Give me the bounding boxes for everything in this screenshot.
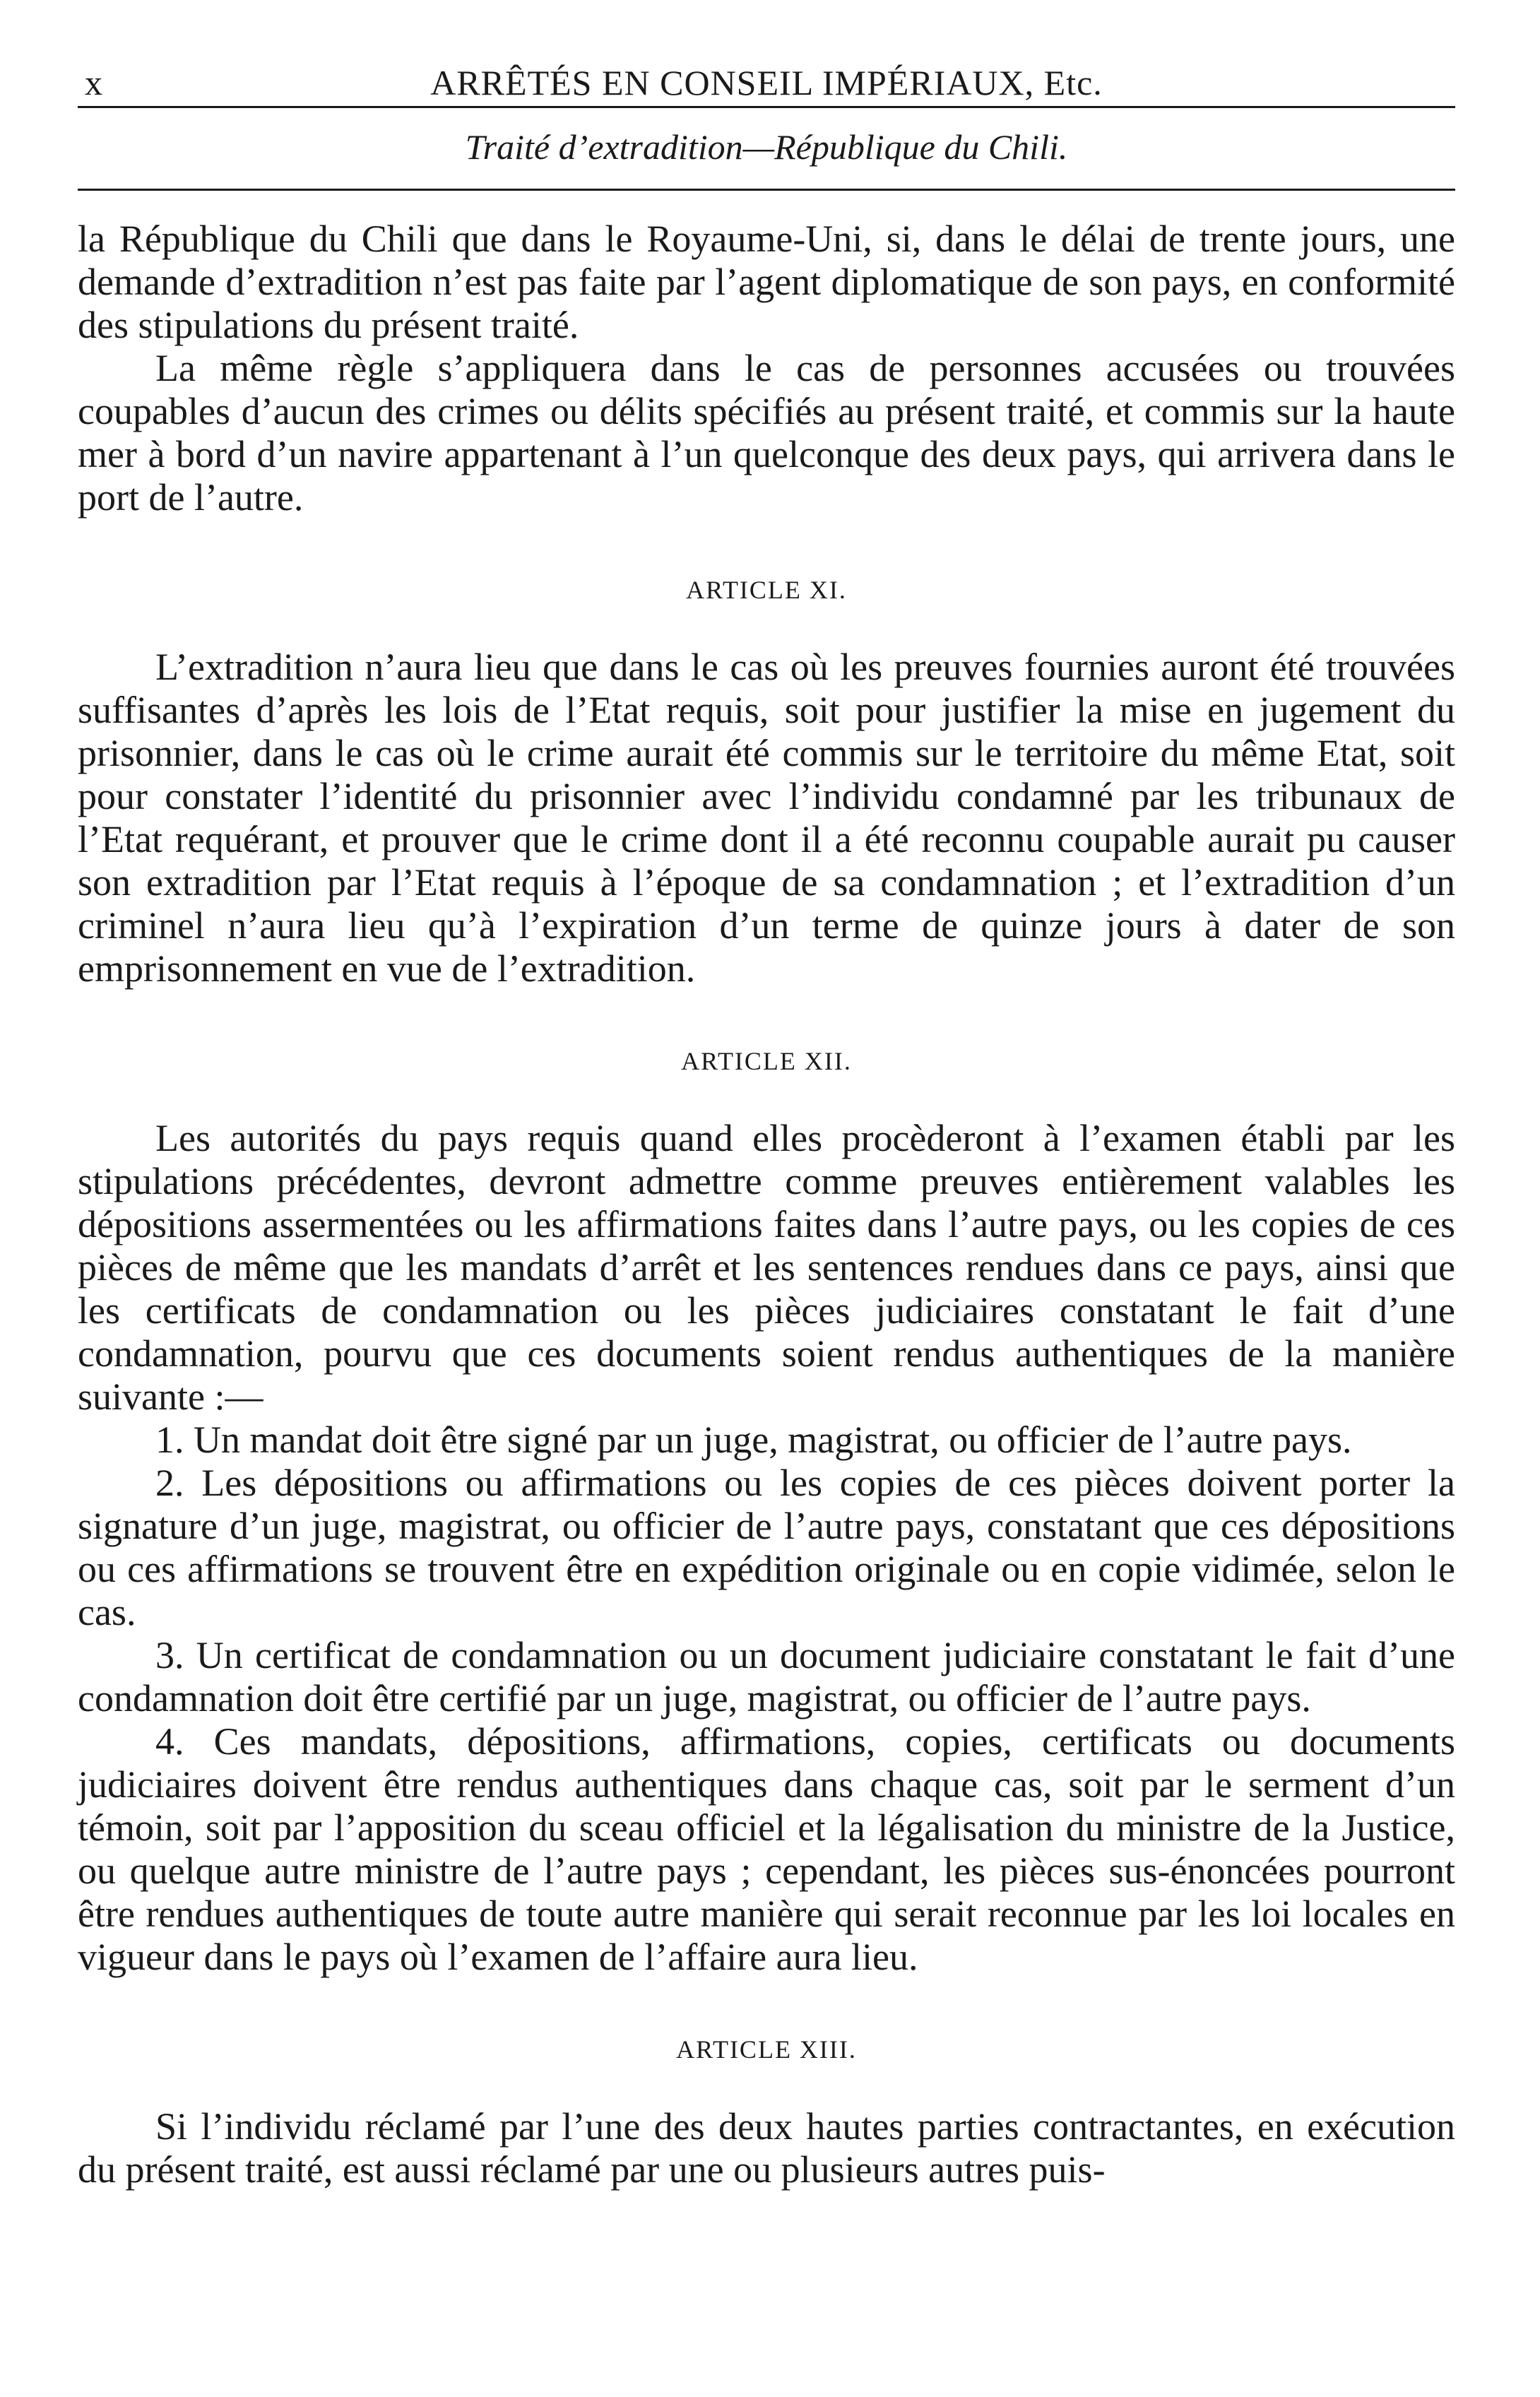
section-subtitle: Traité d’extradition—République du Chili. (465, 127, 1068, 167)
paragraph: Les autorités du pays requis quand elles procèderont à l’examen établi par les stipulations précédentes, devront admettre comme preuves entièrement valables les dépositions assermentées ou les affirmations faites dans l’autre pays, ou les copies de ces pièces de même que les mandats d’arrêt et les sentences rendues dans ce pays, ainsi que les certificats de condamnation ou les pièces judiciaires constatant le fait d’une condamnation, pourvu que ces documents soient rendus authentiques de la manière suivante :— (78, 1117, 1455, 1418)
list-item: 3. Un certificat de condamnation ou un document judiciaire constatant le fait d’une condamnation doit être certifié par un juge, magistrat, ou officier de l’autre pays. (78, 1634, 1455, 1720)
page (78, 49, 1455, 2191)
page-number: x (85, 63, 103, 102)
list-item: 4. Ces mandats, dépositions, affirmations, copies, certificats ou documents judiciaires doivent être rendus authentiques dans chaque cas, soit par le serment d’un témoin, soit par l’apposition du sceau officiel et la légalisation du ministre de la Justice, ou quelque autre ministre de l’autre pays ; cependant, les pièces sus-énoncées pourront être rendues authentiques de toute autre manière qui serait reconnue par les loi locales en vigueur dans le pays où l’examen de l’affaire aura lieu. (78, 1720, 1455, 1978)
body-text (78, 218, 1455, 2191)
paragraph: Si l’individu réclamé par l’une des deux hautes parties contractantes, en exécution du présent traité, est aussi réclamé par une ou plusieurs autres puis- (78, 2105, 1455, 2191)
list-item: 1. Un mandat doit être signé par un juge, magistrat, ou officier de l’autre pays. (155, 1419, 1352, 1461)
paragraph: La même règle s’appliquera dans le cas de personnes accusées ou trouvées coupables d’aucun des crimes ou délits spécifiés au présent traité, et commis sur la haute mer à bord d’un navire appartenant à l’un quelconque des deux pays, qui arrivera dans le port de l’autre. (78, 347, 1455, 519)
running-head (78, 49, 1455, 106)
running-title: ARRÊTÉS EN CONSEIL IMPÉRIAUX, Etc. (430, 63, 1103, 102)
article-heading: ARTICLE XI. (686, 576, 847, 604)
header-rule (78, 106, 1455, 108)
article-heading: ARTICLE XIII. (676, 2035, 857, 2064)
article-heading: ARTICLE XII. (681, 1047, 852, 1075)
subtitle-rule (78, 189, 1455, 191)
paragraph: la République du Chili que dans le Royaume-Uni, si, dans le délai de trente jours, une demande d’extradition n’est pas faite par l’agent diplomatique de son pays, en conformité des stipulations du présent traité. (78, 218, 1455, 346)
paragraph: L’extradition n’aura lieu que dans le cas où les preuves fournies auront été trouvées suffisantes d’après les lois de l’Etat requis, soit pour justifier la mise en jugement du prisonnier, dans le cas où le crime aurait été commis sur le territoire du même Etat, soit pour constater l’identité du prisonnier avec l’individu condamné par les tribunaux de l’Etat requérant, et prouver que le crime dont il a été reconnu coupable aurait pu causer son extradition par l’Etat requis à l’époque de sa condamnation ; et l’extradition d’un criminel n’aura lieu qu’à l’expiration d’un terme de quinze jours à dater de son emprisonnement en vue de l’extradition. (78, 646, 1455, 990)
list-item: 2. Les dépositions ou affirmations ou les copies de ces pièces doivent porter la signature d’un juge, magistrat, ou officier de l’autre pays, constatant que ces dépositions ou ces affirmations se trouvent être en expédition originale ou en copie vidimée, selon le cas. (78, 1462, 1455, 1633)
